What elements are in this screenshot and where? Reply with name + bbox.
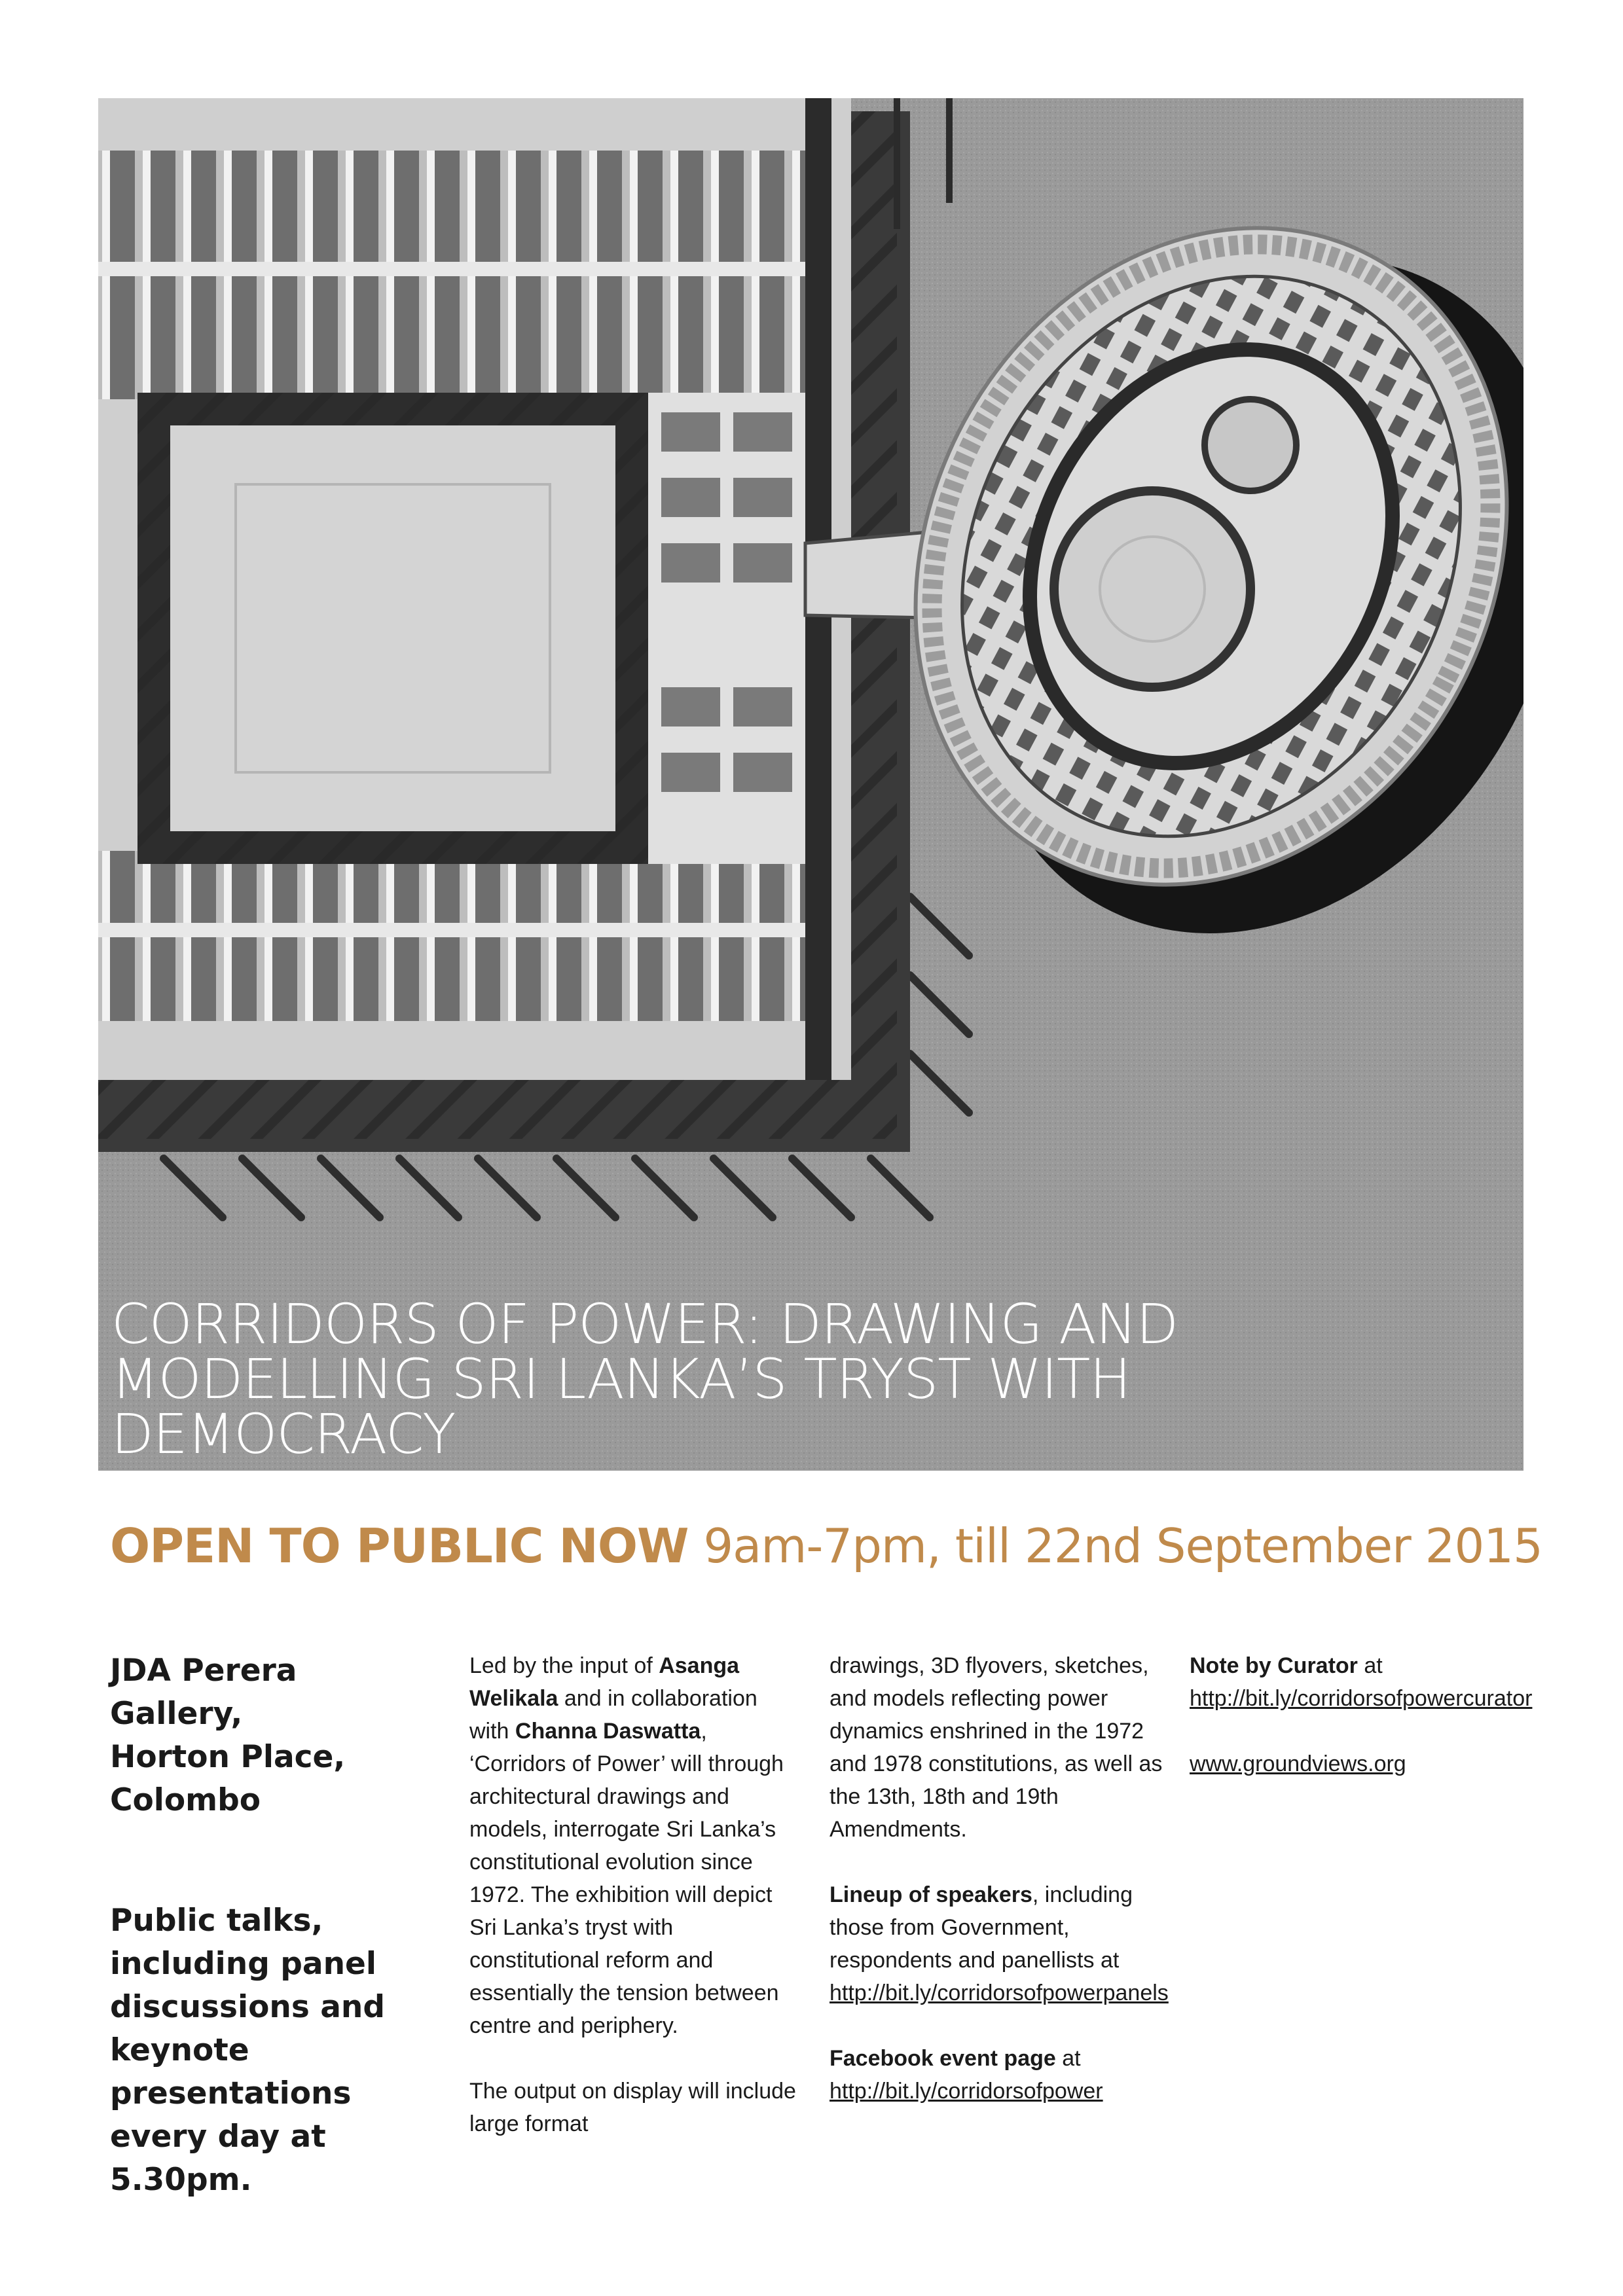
facebook-heading: Facebook event page — [830, 2046, 1056, 2071]
venue-address — [110, 1649, 431, 1822]
curator-note-heading: Note by Curator — [1190, 1653, 1358, 1678]
curator-note-link[interactable]: http://bit.ly/corridorsofpowercurator — [1190, 1686, 1533, 1711]
open-to-public-label: OPEN TO PUBLIC NOW — [110, 1518, 689, 1573]
curator-note-text: at — [1357, 1653, 1383, 1678]
speakers-heading: Lineup of speakers — [830, 1882, 1032, 1907]
hero-image — [98, 98, 1523, 1471]
public-talks-note: Public talks, including panel discussions and keynote presentations every day at 5.30pm. — [110, 1903, 386, 2198]
facebook-paragraph — [830, 2042, 1170, 2108]
description-paragraph — [469, 1649, 797, 2042]
facebook-event-link[interactable]: http://bit.ly/corridorsofpower — [830, 2079, 1103, 2104]
venue-line: Colombo — [110, 1782, 261, 1818]
speakers-paragraph — [830, 1878, 1170, 2009]
speakers-text: , including those from Government, respondents and panellists at — [830, 1882, 1133, 1973]
venue-column — [110, 1649, 431, 2202]
curator-note-paragraph — [1190, 1649, 1533, 1715]
drawings-paragraph: drawings, 3D flyovers, sketches, and models reflecting power dynamics enshrined in the 1972 and 1978 constitutions, as well as the 13th, 18th and 19th Amendments. — [830, 1653, 1163, 1842]
description-text: , ‘Corridors of Power’ will through architectural drawings and models, interrogate Sri Lanka’s constitutional evolution since 1972. The exhibition will depict Sri Lanka’s tryst with constitutional reform and essentially the tension between centre and periphery. — [469, 1719, 784, 2038]
exhibition-title: CORRIDORS OF POWER: DRAWING AND MODELLING SRI LANKA’S TRYST WITH DEMOCRACY — [111, 1292, 1178, 1466]
details-column — [830, 1649, 1170, 2108]
collaborator-name: Channa Daswatta — [515, 1719, 701, 1744]
venue-line: Horton Place, — [110, 1739, 346, 1775]
facebook-text: at — [1055, 2046, 1081, 2071]
description-text: Led by the input of — [469, 1653, 659, 1678]
opening-hours-headline — [110, 1518, 1542, 1573]
architectural-plan-drawing — [98, 98, 1523, 1471]
description-column — [469, 1649, 797, 2140]
opening-hours-text: 9am-7pm, till 22nd September 2015 — [703, 1518, 1542, 1573]
curator-name: Asanga Welikala — [469, 1653, 740, 1711]
description-text: and in collaboration with — [469, 1686, 757, 1744]
venue-line: JDA Perera Gallery, — [110, 1653, 297, 1732]
output-paragraph: The output on display will include large format — [469, 2079, 796, 2136]
groundviews-link[interactable]: www.groundviews.org — [1190, 1751, 1406, 1776]
links-column — [1190, 1649, 1533, 1780]
panels-link[interactable]: http://bit.ly/corridorsofpowerpanels — [830, 1981, 1169, 2005]
website-paragraph — [1190, 1748, 1530, 1780]
